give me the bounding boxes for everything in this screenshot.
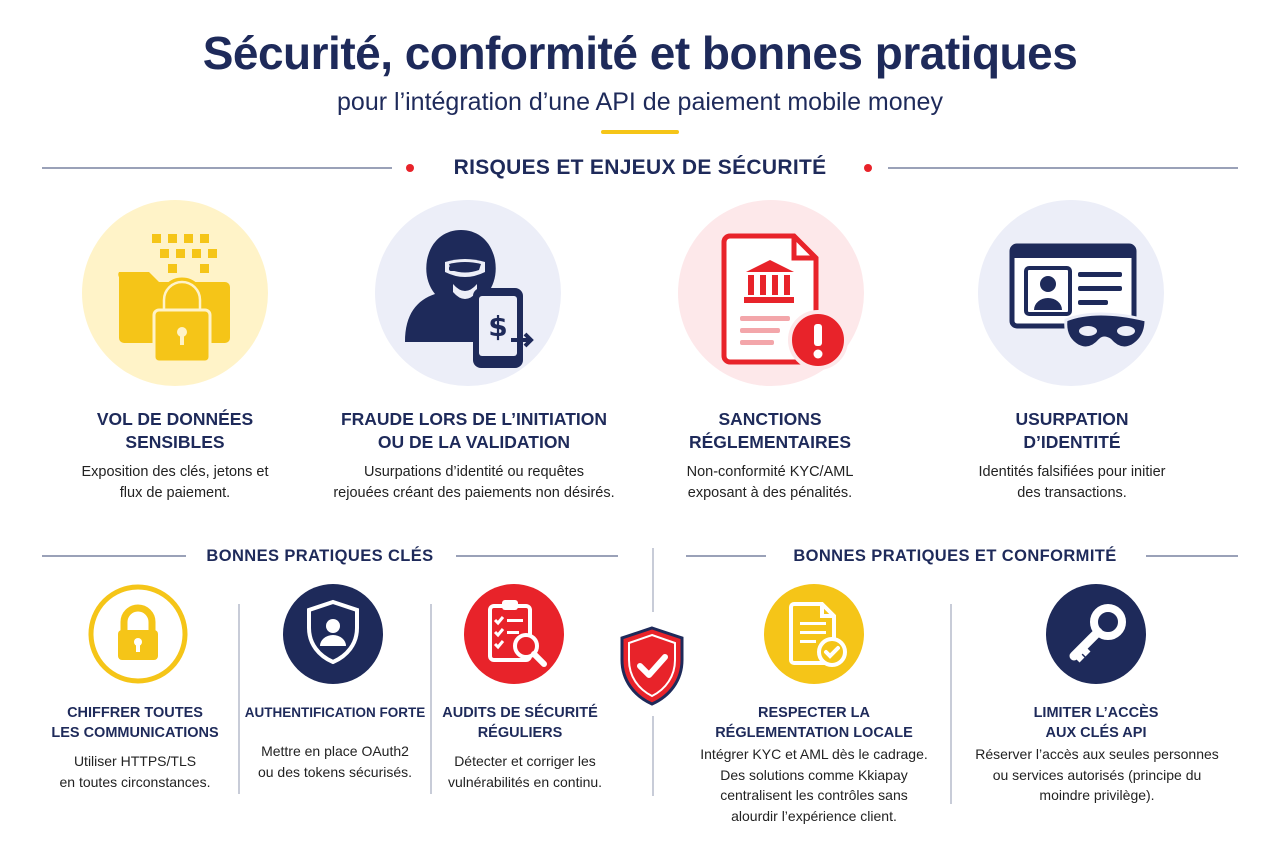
- column-separator: [652, 716, 654, 796]
- risk-title-data-theft: VOL DE DONNÉES SENSIBLES: [96, 409, 254, 452]
- key-icon: [1046, 584, 1146, 684]
- compliance-section-title: BONNES PRATIQUES ET CONFORMITÉ: [793, 547, 1117, 565]
- red-dot: [864, 164, 872, 172]
- compliance-title-regulation: RESPECTER LA RÉGLEMENTATION LOCALE: [715, 705, 913, 741]
- key-practices-section-title: BONNES PRATIQUES CLÉS: [206, 547, 434, 565]
- risk-desc-fraud: Usurpations d’identité ou requêtes rejouées créant des paiements non désirés.: [333, 464, 615, 501]
- divider-line: [686, 555, 766, 557]
- practice-desc-audits: Détecter et corriger les vulnérabilités en continu.: [447, 753, 603, 790]
- divider-line: [42, 167, 392, 169]
- shield-check-icon: [618, 626, 686, 706]
- id-card-mask-icon: [978, 200, 1164, 386]
- svg-text:$: $: [488, 310, 508, 343]
- user-shield-icon: [283, 584, 383, 684]
- practice-desc-strong-auth: Mettre en place OAuth2 ou des tokens sécurisés.: [257, 743, 413, 780]
- lock-icon: [88, 584, 188, 684]
- practice-title-encryption: CHIFFRER TOUTES LES COMMUNICATIONS: [51, 705, 219, 741]
- title-accent-bar: [601, 130, 679, 134]
- practice-title-strong-auth: AUTHENTIFICATION FORTE: [244, 705, 426, 720]
- locked-folder-icon: [82, 200, 268, 386]
- page-title: Sécurité, conformité et bonnes pratiques: [202, 27, 1078, 79]
- risk-desc-identity-theft: Identités falsifiées pour initier des transactions.: [978, 464, 1166, 501]
- compliance-desc-api-keys: Réserver l’accès aux seules personnes ou services autorisés (principe du moindre privilège).: [975, 746, 1219, 803]
- risk-title-fraud: FRAUDE LORS DE L’INITIATION OU DE LA VALIDATION: [340, 409, 608, 452]
- risks-section-title: RISQUES ET ENJEUX DE SÉCURITÉ: [453, 156, 827, 179]
- regulation-warning-icon: [678, 200, 864, 386]
- divider-line: [1146, 555, 1238, 557]
- risk-title-sanctions: SANCTIONS RÉGLEMENTAIRES: [688, 409, 852, 452]
- risk-title-identity-theft: USURPATION D’IDENTITÉ: [1015, 409, 1129, 452]
- divider-line: [42, 555, 186, 557]
- risk-desc-data-theft: Exposition des clés, jetons et flux de paiement.: [81, 464, 269, 501]
- divider-line: [888, 167, 1238, 169]
- compliance-title-api-keys: LIMITER L’ACCÈS AUX CLÉS API: [1033, 705, 1159, 741]
- risk-desc-sanctions: Non-conformité KYC/AML exposant à des pénalités.: [686, 464, 854, 501]
- document-check-icon: [764, 584, 864, 684]
- practice-desc-encryption: Utiliser HTTPS/TLS en toutes circonstances.: [59, 753, 211, 790]
- column-separator: [652, 548, 654, 612]
- practice-title-audits: AUDITS DE SÉCURITÉ RÉGULIERS: [442, 705, 598, 741]
- red-dot: [406, 164, 414, 172]
- divider-line: [456, 555, 618, 557]
- audit-clipboard-icon: [464, 584, 564, 684]
- compliance-desc-regulation: Intégrer KYC et AML dès le cadrage. Des solutions comme Kkiapay centralisent les contrôles sans alourdir l’expérience client.: [700, 746, 928, 824]
- column-separator: [950, 604, 952, 804]
- page-subtitle: pour l’intégration d’une API de paiement mobile money: [337, 88, 943, 116]
- hacker-phone-icon: [375, 200, 561, 386]
